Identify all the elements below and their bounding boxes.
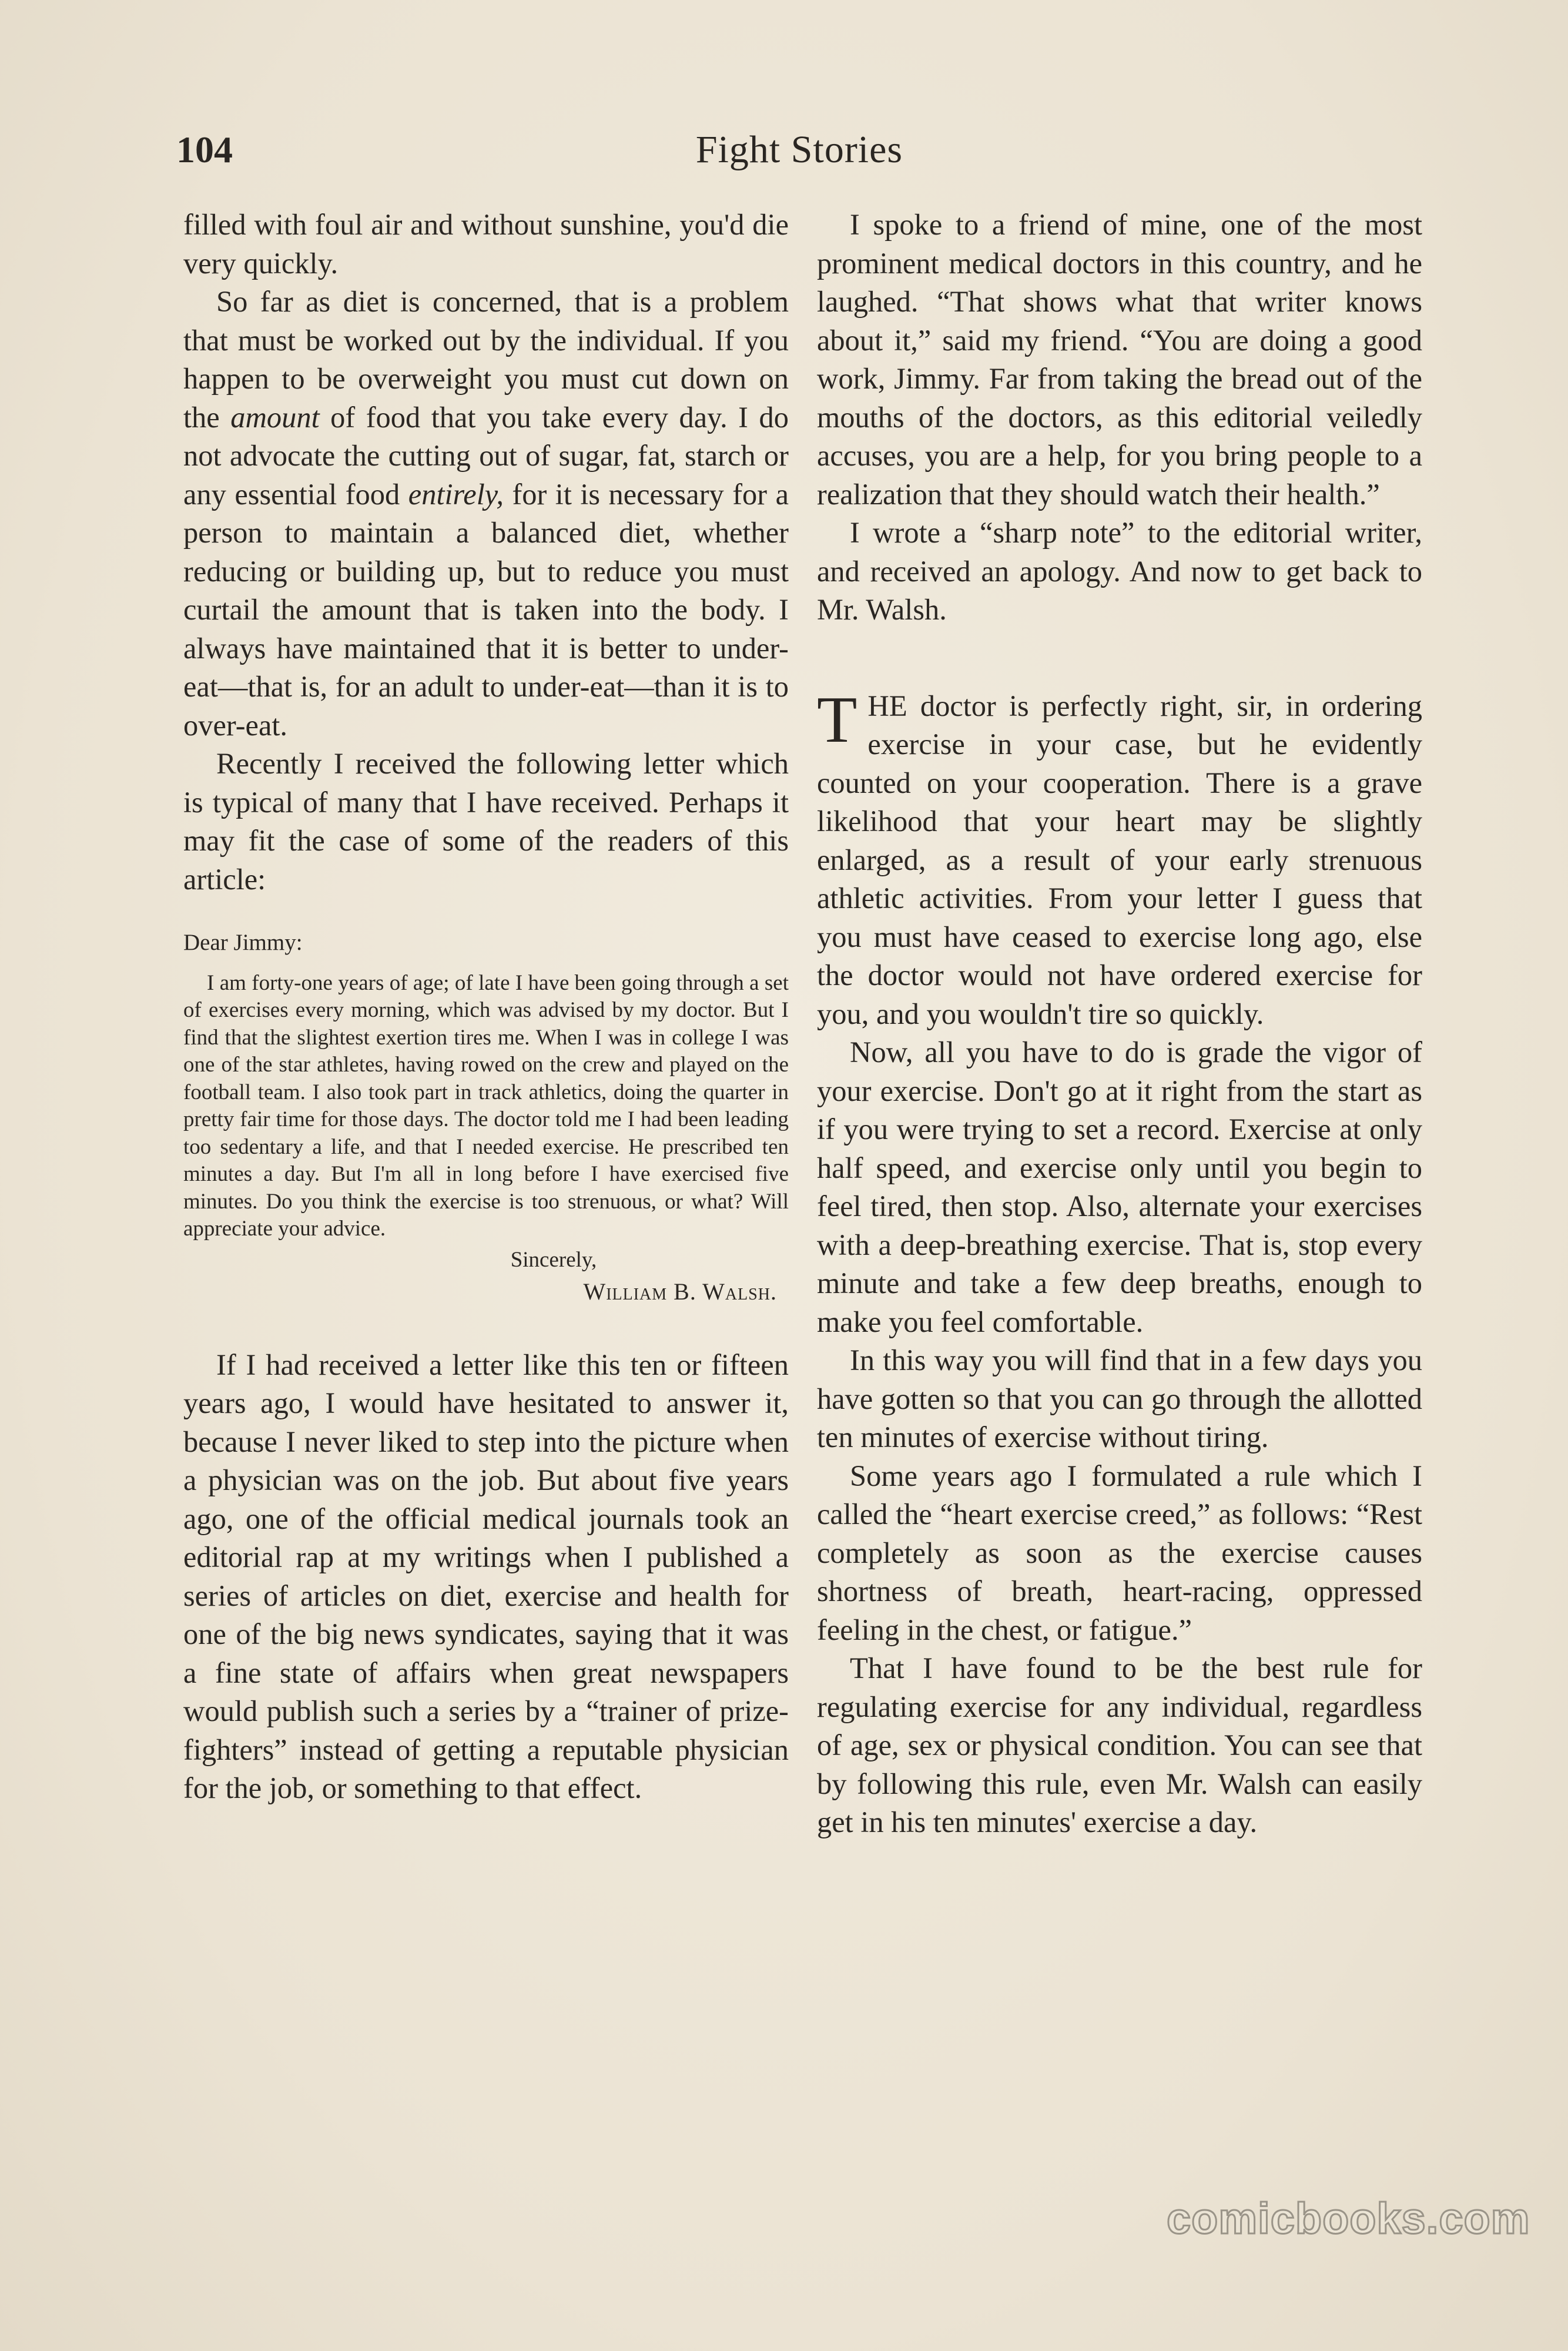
letter-closing: Sincerely,	[510, 1247, 597, 1272]
text-run: So far as diet is concerned, that is a problem that must be worked out by the individual. If you happen to be overweight you must cut down on the	[183, 285, 789, 434]
right-column	[817, 206, 1422, 1842]
drop-cap: T	[817, 683, 857, 756]
text-run: for it is necessary for a person to maintain a balanced diet, whether reducing or building up, but to reduce you must curtail the amount that is taken into the body. I always have maintained that it is better to under-eat—that is, for an adult to under-eat—than it is to over-eat.	[183, 477, 789, 742]
page-header	[176, 120, 1422, 179]
paragraph: In this way you will find that in a few days you have gotten so that you can go through the allotted ten minutes of exercise without tiring.	[817, 1344, 1422, 1454]
paragraph: That I have found to be the best rule for regulating exercise for any individual, regardless of age, sex or physical condition. You can see that by following this rule, even Mr. Walsh can easily get in his ten minutes' exercise a day.	[817, 1652, 1422, 1838]
emphasis: entirely,	[408, 477, 504, 511]
running-title: Fight Stories	[695, 128, 903, 171]
letter-body: I am forty-one years of age; of late I have been going through a set of exercises every morning, which was advised by my doctor. But I find that the slightest exertion tires me. When I was in college I was one of the star athletes, having rowed on the crew and played on the football team. I also took part in track athletics, doing the quarter in pretty fair time for those days. The doctor told me I had been leading too sedentary a life, and that I needed exercise. He prescribed ten minutes a day. But I'm all in long before I have exercised five minutes. Do you think the exercise is too strenuous, or what? Will appreciate your advice.	[183, 970, 789, 1241]
paragraph: I wrote a “sharp note” to the editorial writer, and received an apology. And now to get back to Mr. Walsh.	[817, 516, 1422, 626]
reader-letter	[183, 929, 789, 1306]
paragraph: I spoke to a friend of mine, one of the most prominent medical doctors in this country, and he laughed. “That shows what that writer knows about it,” said my friend. “You are doing a good work, Jimmy. Far from taking the bread out of the mouths of the doctors, as this editorial veiledly accuses, you are a help, for you bring people to a realization that they should watch their health.”	[817, 208, 1422, 511]
paragraph-section-start	[817, 683, 1422, 1034]
paragraph: If I had received a letter like this ten or fifteen years ago, I would have hesitated to answer it, because I never liked to step into the picture when a physician was on the job. But about five years ago, one of the official medical journals took an editorial rap at my writings when I published a series of articles on diet, exercise and health for one of the big news syndicates, saying that it was a fine state of affairs when great newspapers would publish such a series by a “trainer of prize-fighters” instead of getting a reputable physician for the job, or something to that effect.	[183, 1348, 789, 1804]
paragraph: Now, all you have to do is grade the vigor of your exercise. Don't go at it right from the start as if you were trying to set a record. Exercise at only half speed, and exercise only until you begin to feel tired, then stop. Also, alternate your exercises with a deep-breathing exercise. That is, stop every minute and take a few deep breaths, enough to make you feel comfortable.	[817, 1036, 1422, 1338]
paragraph: Recently I received the following letter which is typical of many that I have received. Perhaps it may fit the case of some of the readers of this article:	[183, 747, 789, 896]
text-run: HE doctor is perfectly right, sir, in ordering exercise in your case, but he evidently counted on your cooperation. There is a grave likelihood that your heart may be slightly enlarged, as a result of your early strenuous athletic activities. From your letter I guess that you must have ceased to exercise long ago, else the doctor would not have ordered exercise for you, and you wouldn't tire so quickly.	[817, 689, 1422, 1030]
page-number: 104	[176, 129, 233, 170]
paragraph: Some years ago I formulated a rule which I called the “heart exercise creed,” as follows: “Rest completely as soon as the exercise causes shortness of breath, heart-racing, oppressed feeling in the chest, or fatigue.”	[817, 1459, 1422, 1646]
left-column	[183, 206, 789, 1808]
watermark: comicbooks.com	[1167, 2194, 1530, 2243]
emphasis: amount	[230, 400, 320, 434]
paragraph: filled with foul air and without sunshine, you'd die very quickly.	[183, 208, 789, 280]
paragraph-diet	[183, 283, 789, 745]
letter-signature: William B. Walsh.	[583, 1278, 777, 1305]
letter-salutation: Dear Jimmy:	[183, 930, 303, 955]
text-run: of food that you take every day. I do not advocate the cutting out of sugar, fat, starch or any essential food	[183, 400, 789, 511]
